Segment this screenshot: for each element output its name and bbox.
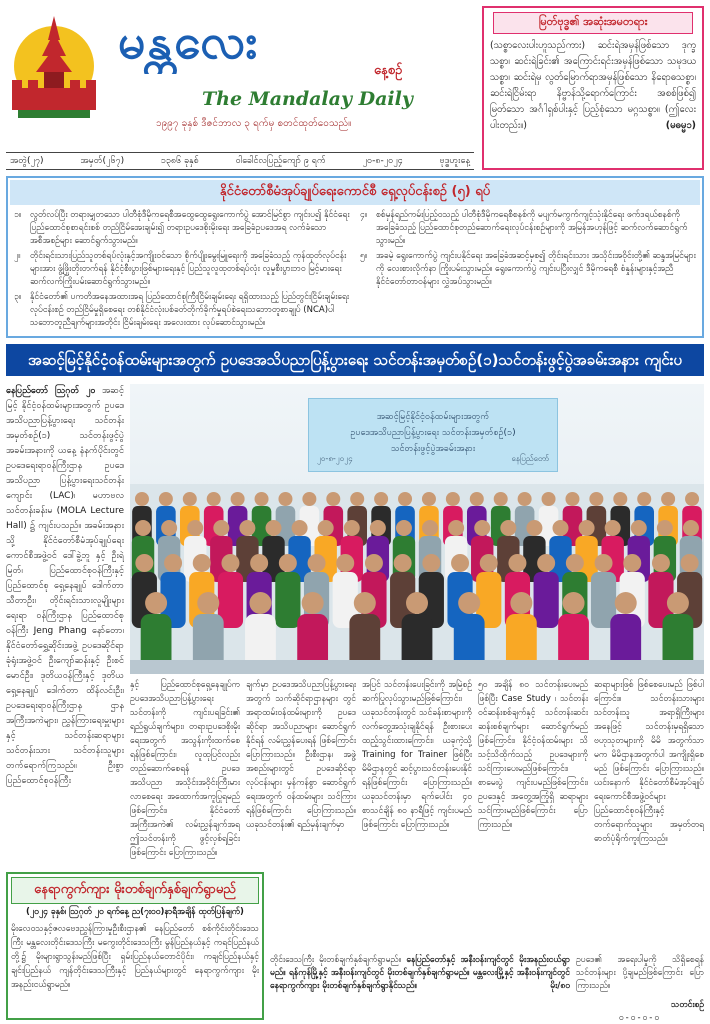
article-byline: သတင်းစဉ် [671, 1000, 704, 1010]
policy-box [6, 176, 704, 338]
weather-title: နေရာကွက်ကျား မိုးတစ်ချက်နှစ်ချက်ရွာမည် [11, 877, 259, 904]
person-head [266, 520, 282, 536]
article-column: နှင့် ပြည်ထောင်စုရှေ့နေချုပ်က ဥပဒေအသိပညာပြန့်ပွားရေးသင်တန်းကို ကျင်းပရခြင်း၏ ရည်ရွယ်ချက်များ၊ တရားဥပဒေစိုးမိုးရေးအတွက် အသွန်းကိုးထက်စေရန်ဖြစ်ကြောင်း၊ လူထုပြင်လည်းတည်ဆောက်စေရန် ဥပဒေအသိပညာ အသိုင်းအဝိုင်းကြီးမားလာစေရေး အထောက်အကူပြုရမည်ဖြစ်ကြောင်း၊ နိုင်ငံတော်အကြီးအကဲ၏ လမ်းညွှန်ချက်အရ ဤသင်တန်းကို ဖွင့်လှစ်ရခြင်းဖြစ်ကြောင်း ပြောကြားသည်။ [130, 680, 240, 858]
weekday: ဗုဒ္ဓဟူးနေ့ [439, 155, 470, 166]
policy-items [8, 207, 702, 334]
lead-dateline: နေပြည်တော် သြဂုတ် ၂၀ [6, 386, 96, 396]
issue-date: ၂၀-၈-၂၀၂၄ [362, 155, 403, 166]
person-head [302, 592, 324, 614]
person-head [135, 520, 151, 536]
person-head [249, 592, 271, 614]
person-head [292, 520, 308, 536]
person-head [374, 492, 388, 506]
person-head [657, 520, 673, 536]
person-head [422, 520, 438, 536]
person-head [161, 520, 177, 536]
dhamma-box-title: မြတ်ဗုဒ္ဓ၏ အဆုံးအမတရား [493, 12, 693, 34]
policy-column-right [360, 209, 696, 332]
person-head [667, 592, 689, 614]
person-head [518, 492, 532, 506]
person-head [193, 554, 211, 572]
person-head [279, 554, 297, 572]
person-head [278, 492, 292, 506]
list-item: ၂။ တိုင်းရင်းသားပြည်သူတစ်ရပ်လုံးနှင့်အကျိုးဝင်သော စိုက်ပျိုးမွေးမြူရေးကို အခြေခံသည့် ကုန်ထုတ်လုပ်ငန်းများအား ဖွံ့ဖြိုးတိုးတက်ရန် နိုင်ငံ့စီးပွားဖြစ်များရေးနှင့် ပြည်သူလူထုတစ်ရပ်လုံး လူမှုစီးပွားဘဝ မြင့်မားရေး ဆက်လက်ကြိုးပမ်းဆောင်ရွက်သွားမည်။ [14, 251, 347, 287]
person-head [221, 554, 239, 572]
person-head [396, 520, 412, 536]
article-end-mark: ၀-၀-၀-၀ [618, 1013, 662, 1020]
list-item: ၁။ လွတ်လပ်ပြီး တရားမျှတသော ပါတီစုံဒီမိုကရေစီအထွေထွေရွေးကောက်ပွဲ အောင်မြင်စွာ ကျင်းပ၍ နိုင်ငံရေး ပြည်ထောင်စုစာရင်းစစ် တည်ငြိမ်အေးချမ်း၍ တရားဥပဒေစိုးမိုးရေး အခြေခံဥပဒေအရ လက်ခံသော အစီအစဉ်များ ဆောင်ရွက်သွားမည်။ [14, 210, 350, 246]
person-head [159, 492, 173, 506]
issue-number: အမှတ်(၂၆၇) [80, 155, 125, 166]
person-head [344, 520, 360, 536]
person-head [474, 520, 490, 536]
photo-banner-date: ၂၀-၈-၂၀၂၄ [317, 454, 353, 463]
lead-article-text: အဆင့်မြင့် နိုင်ငံ့ဝန်ထမ်းများအတွက် ဥပဒေအသိပညာပြန့်ပွားရေး သင်တန်းအမှတ်စဉ်(၁) သင်တန်းဖွင့်ပွဲအခမ်းအနားကို ယနေ့ နံနက်ပိုင်းတွင် ဥပဒေရေးရာဝန်ကြီးဌာန ဥပဒေအသိပညာ ပြန့်ပွားရေးသင်တန်းကျောင်း (LAC)၊ မဟာဗလ သင်တန်းခန်းမ (MOLA Lecture Hall) ၌ ကျင်းပသည်။ အခမ်းအနားသို့ နိုင်ငံတော်စီမံအုပ်ချုပ်ရေးကောင်စီအဖွဲ့ဝင် ဒေါ်ခွဲ့ဘူ နှင့် ဦးရဲမြတ်၊ ပြည်ထောင်စုဝန်ကြီးနှင့် ပြည်ထောင်စု ရှေ့နေချုပ် ဒေါက်တာသီတာဦး၊ တိုင်းရင်းသားလူမျိုးများရေးရာ ဝန်ကြီးဌာန ပြည်ထောင်စုဝန်ကြီး Jeng Phang နော်တော၊ နိုင်ငံတော်ရွှေ့ဆိုင်းအဖွဲ့ ဥပဒေဆိုင်ရာ ခုံရုံးအဖွဲ့ဝင် ဦးကျော်ဆန်းနှင့် ဦးစင်မောင်ဦး၊ ဒုတိယဝန်ကြီးနှင့် ဒုတိယရှေ့နေချုပ် ဒေါက်တာ ထိန်လင်းဦး၊ ဥပဒေရေးရာဝန်ကြီးဌာန ဌာနအကြီးအကဲများ၊ ညွှန်ကြားရေးမှူးများနှင့် သင်တန်းဆရာများ သင်တန်းသား သင်တန်းသူများ တက်ရောက်ကြသည်။ ဦးစွာ ပြည်ထောင်စုဝန်ကြီး [6, 386, 124, 786]
dhamma-box-text: (သစ္စာလေးပါးဟူသည်ကား) ဆင်းရဲအမှန်ဖြစ်သော ဒုက္ခသစ္စာ၊ ဆင်းရဲခြင်း၏ အကြောင်းရင်းအမှန်ဖြစ်သော သမုဒယသစ္စာ၊ ဆင်းရဲမှ လွတ်မြောက်ရာအမှန်ဖြစ်သော နိရောဓသစ္စာ၊ ဆင်းရဲငြိမ်းရာ နိဗ္ဗာန်သို့ရောက်ကြောင်း အစစ်ဖြစ်၍ မြတ်သော အင်္ဂါရှစ်ပါးနှင့် ပြည့်စုံသော မဂ္ဂသစ္စာ။ (ဤလေးပါးတည်း။) (မဓမ္မ၁) [490, 38, 696, 166]
person-head [187, 520, 203, 536]
masthead-tagline: ၁၉၉၇ ခုနှစ် ဒီဇင်ဘာလ ၃ ရက်မှ စတင်ထုတ်ဝေသည်။ [156, 118, 352, 129]
person-head [500, 520, 516, 536]
person-head [637, 492, 651, 506]
person-head [422, 492, 436, 506]
myanmar-year: ၁၃၈၆ ခုနှစ် [160, 155, 199, 166]
person-head [683, 520, 699, 536]
person-head [537, 554, 555, 572]
dateline-bar [6, 152, 474, 170]
person-head [563, 592, 585, 614]
person-head [605, 520, 621, 536]
photo-banner-place: နေပြည်တော် [511, 454, 549, 463]
weather-continued-column: တိုင်းဒေသကြီး မိုးတစ်ချက်နှစ်ချက်ရွာမည်။ နေပြည်တော်နှင့် အနီးဝန်းကျင်တွင် မိုးအနည်းငယ်ရွာမည်။ ရန်ကုန်မြို့နှင့် အနီးဝန်းကျင်တွင် မိုးတစ်ချက်နှစ်ချက်ရွာမည်။ မန္တလေးမြို့နှင့် အနီးဝန်းကျင်တွင် နေရာကွက်ကျား မိုးတစ်ချက်နှစ်ချက်ရွာနိုင်သည်။ မိုး/၈၀ [270, 955, 570, 991]
weather-box [6, 872, 264, 1020]
person-head [623, 554, 641, 572]
person-head [354, 592, 376, 614]
person-head [589, 492, 603, 506]
person-head [510, 592, 532, 614]
person-head [135, 554, 153, 572]
person-head [480, 554, 498, 572]
weather-dateline: (၂၀၂၄ ခုနှစ်၊ သြဂုတ် ၂၀ ရက်နေ့ ည(၇း၀၀)နာရီအချိန် ထုတ်ပြန်ချက်) [26, 907, 244, 917]
person-head [631, 520, 647, 536]
person-head [470, 492, 484, 506]
person-head [365, 554, 383, 572]
person-head [613, 492, 627, 506]
person-head [145, 592, 167, 614]
list-item: ၄။ စစ်မှန်ရည်ကမ်းပြည့်ဝသည့် ပါတီစုံဒီမိုကရေစီစနစ်ကို မပျက်မကွက်ကျင့်သုံးနိုင်ရေး ဖက်ဒရယ်စနစ်ကို အခြေခံသည့် ပြည်ထောင်စုတည်ဆောက်ရေးလုပ်ငန်းစဉ်များကို အမြန်အဟုန်ဖြင့် ဆက်လက်ဆောင်ရွက်သွားမည်။ [360, 210, 688, 246]
person-head [197, 592, 219, 614]
myanmar-month: ဝါခေါင်လပြည့်ကျော် ၉ ရက် [235, 155, 326, 166]
person-head [458, 592, 480, 614]
person-head [336, 554, 354, 572]
person-head [526, 520, 542, 536]
person-head [661, 492, 675, 506]
person-head [422, 554, 440, 572]
person-head [250, 554, 268, 572]
dhamma-box [482, 6, 704, 170]
person-head [553, 520, 569, 536]
article-column: အပြင် သင်တန်းပေးခြင်းကို အမြဲစဉ်ဆက်ပြုလုပ်သွားမည်ဖြစ်ကြောင်း၊ ယခုသင်တန်းတွင် သင်ခန်းစာများကို လက်တွေ့အသုံးချနိုင်ရန် ဦးစားပေးထည့်သွင်းထားကြောင်း၊ ယခုကဲ့သို့ Training for Trainer ဖြစ်ပြီး မိမိဌာနတွင် ဆင့်ပွားသင်တန်းပေးနိုင်ရန်ဖြစ်ကြောင်း ပြောကြားသည်။ ယခုသင်တန်းမှာ ရက်ပေါင်း ၄၀ စာသင်ချိန် ၈၀ နာရီဖြင့် ကျင်းပမည်ဖြစ်ကြောင်း ပြောကြားသည်။ [362, 680, 472, 830]
person-head [207, 492, 221, 506]
person-head [448, 520, 464, 536]
weather-text: မိုးလေဝသနှင့်ဇလဗေဒညွှန်ကြားမှုဦးစီးဌာန၏ နေပြည်တော် စစ်ကိုင်းတိုင်းဒေသကြီး မန္တလေးတိုင်းဒေသကြီး မကွေးတိုင်းဒေသကြီး မွန်ပြည်နယ်နှင့် ကရင်ပြည်နယ် တို့၌ မိုးများရွာသွန်းမည်ဖြစ်ပြီး ရှမ်းပြည်နယ်တောင်ပိုင်း၊ ကချင်ပြည်နယ်နှင့် ချင်းပြည်နယ် ကျန်တိုင်းဒေသကြီးနှင့် ပြည်နယ်များတွင် နေရာကွက်ကျား မိုးအနည်းငယ်ရွာမည်။ [11, 924, 259, 990]
person-head [652, 554, 670, 572]
person-head [183, 492, 197, 506]
person-head [164, 554, 182, 572]
person-head [565, 492, 579, 506]
masthead-english-title: The Mandalay Daily [202, 88, 413, 110]
person-head [508, 554, 526, 572]
person-head [398, 492, 412, 506]
person-body [534, 572, 559, 628]
article-end-column: ဥပဒေ၏ အရေးပါမှုကို သိရှိစေရန် သင်တန်းများ ပို့ချမည်ဖြစ်ကြောင်း ပြောကြားသည်။ သတင်းစဉ် ၀-၀-၀-၀ [576, 954, 704, 1020]
masthead-subtitle: နေ့စဉ် [374, 63, 403, 78]
person-head [350, 492, 364, 506]
lead-article-column [6, 384, 124, 950]
person-head [566, 554, 584, 572]
weather-source: မိုး/၈၀ [550, 981, 570, 991]
person-head [446, 492, 460, 506]
volume: အတွဲ(၂၇) [10, 155, 44, 166]
article-column: ချက်မှာ ဥပဒေအသိပညာပြန့်ပွားရေးအတွက် သက်ဆိုင်ရာဌာနများ တွင် အရာထမ်းဝန်ထမ်းများကို ဥပဒေဆိုင်ရာ အသိပညာများ ဆောင်ရွက်နိုင်ရန် လမ်းညွှန်ပေးရန် ဖြစ်ကြောင်း ပြောကြားသည်။ ဦးစီးဌာန၊ အဖွဲ့အစည်းများတွင် ဥပဒေဆိုင်ရာလုပ်ငန်းများ မှန်ကန်စွာ ဆောင်ရွက်ရေးအတွက် ဝန်ထမ်းများ သင်ကြားရန်ဖြစ်ကြောင်း ပြောကြားသည်။ ယခုသင်တန်း၏ ရည်မှန်းချက်မှာ [246, 680, 356, 830]
group-photo [130, 384, 704, 674]
photo-event-banner: အဆင့်မြင့်နိုင်ငံ့ဝန်ထမ်းများအတွက် ဥပဒေအသိပညာပြန့်ပွားရေး သင်တန်းအမှတ်စဉ်(၁) သင်တန်းဖွင့်ပွဲအခမ်းအနား ၂၀-၈-၂၀၂၄ နေပြည်တော် [308, 398, 558, 472]
person-head [308, 554, 326, 572]
person-head [302, 492, 316, 506]
article-column: ဆရာများဖြစ် ဖြစ်စေပေးမည် ဖြစ်ပါကြောင်း။ သင်တန်းသားများ သင်တန်းသူ အရာရှိကြီးများအနေဖြင့် သင်တန်းမှရရှိသော ဗဟုသုတများကို မိမိ အတွက်သာမက မိမိဌာနအတွက်ပါ အကျိုးရှိစေမည် ဖြစ်ကြောင်း ပြောကြားသည်။ ယင်းနောက် နိုင်ငံတော်စီမံအုပ်ချုပ်ရေးကောင်စီအဖွဲ့ဝင်များ ပြည်ထောင်စုဝန်ကြီးနှင့် တက်ရောက်သူများ အမှတ်တရ ဓာတ်ပုံရိုက်ကူးကြသည်။ [594, 680, 704, 844]
masthead [6, 4, 474, 156]
person-head [542, 492, 556, 506]
person-head [318, 520, 334, 536]
masthead-title: မန္တလေး [118, 14, 260, 70]
person-body [275, 572, 300, 628]
person-head [255, 492, 269, 506]
person-head [494, 492, 508, 506]
person-head [213, 520, 229, 536]
group-people-illustration-icon [130, 484, 704, 674]
palace-logo-icon [8, 10, 100, 128]
person-head [681, 554, 699, 572]
person-head [615, 592, 637, 614]
person-head [239, 520, 255, 536]
person-head [394, 554, 412, 572]
person-head [685, 492, 699, 506]
list-item: ၃။ နိုင်ငံတော်၏ ပကတိအနေအထားအရ ပြည်ထောင်စုကြီးငြိမ်းချမ်းရေး ရရှိထားသည့် ပြည်တွင်းငြိမ်းချမ်းရေးလုပ်ငန်းစဉ် တည်ငြိမ်မှုရှိစေရေး တစ်နိုင်ငံလုံးပစ်ခတ်တိုက်ခိုက်မှုရပ်စဲရေးသဘောတူစာချုပ် (NCA)ပါ သဘောတူညီချက်များအတိုင်း ငြိမ်းချမ်းရေး အလေးထား လုပ်ဆောင်သွားမည်။ [14, 292, 350, 328]
article-column: ၅၀ အချိန် ၈၀ သင်တန်းပေးမည် ဖြစ်ပြီး Case Study ၊ သင်တန်းဝင်ဆန်းစစ်ချက်နှင့် သင်တန်းဆင်းဆန်းစစ်ချက်များ ဆောင်ရွက်မည်ဖြစ်ကြောင်း၊ နိုင်ငံ့ဝန်ထမ်းများ သိသင့်သိထိုက်သည့် ဥပဒေများကို သင်ကြားပေးမည်ဖြစ်ကြောင်း၊ စာမေးပွဲ ကျင်းပမည်ဖြစ်ကြောင်း၊ ဥပဒေနှင့် အတွေ့အကြုံရှိ ဆရာများ သင်ကြားမည်ဖြစ်ကြောင်း ပြောကြားသည်။ [478, 680, 588, 830]
policy-title: နိုင်ငံတော်စီမံအုပ်ချုပ်ရေးကောင်စီ ရှေ့လုပ်ငန်းစဉ် (၅) ရပ် [10, 180, 700, 205]
policy-column-left [14, 209, 350, 332]
list-item: ၅။ အခမဲ့ ရွေးကောက်ပွဲ ကျင်းပနိုင်ရေး အခြေခံအဆင့်မှစ၍ တိုင်းရင်းသား အသိုင်းအဝိုင်းတို့၏ ဆန္ဒအမြင်များကို လေးစားလိုက်နာ ကြိုးပမ်းသွားမည်။ ရွေးကောက်ပွဲ ကျင်းပပြီးလျှင် ဒီမိုကရေစီ စံနှုန်းများနှင့်အညီ နိုင်ငံတော်တာဝန်များ လွှဲအပ်သွားမည်။ [360, 251, 696, 287]
person-head [135, 492, 149, 506]
person-head [595, 554, 613, 572]
person-head [370, 520, 386, 536]
lead-headline: အဆင့်မြင့်နိုင်ငံ့ဝန်ထမ်းများအတွက် ဥပဒေအသိပညာပြန့်ပွားရေး သင်တန်းအမှတ်စဉ်(၁)သင်တန်းဖွင့်ပွဲအခမ်းအနား ကျင်းပ [6, 344, 704, 376]
person-head [451, 554, 469, 572]
dhamma-box-source: (မဓမ္မ၁) [665, 120, 696, 131]
person-head [406, 592, 428, 614]
person-head [579, 520, 595, 536]
person-head [231, 492, 245, 506]
person-head [326, 492, 340, 506]
